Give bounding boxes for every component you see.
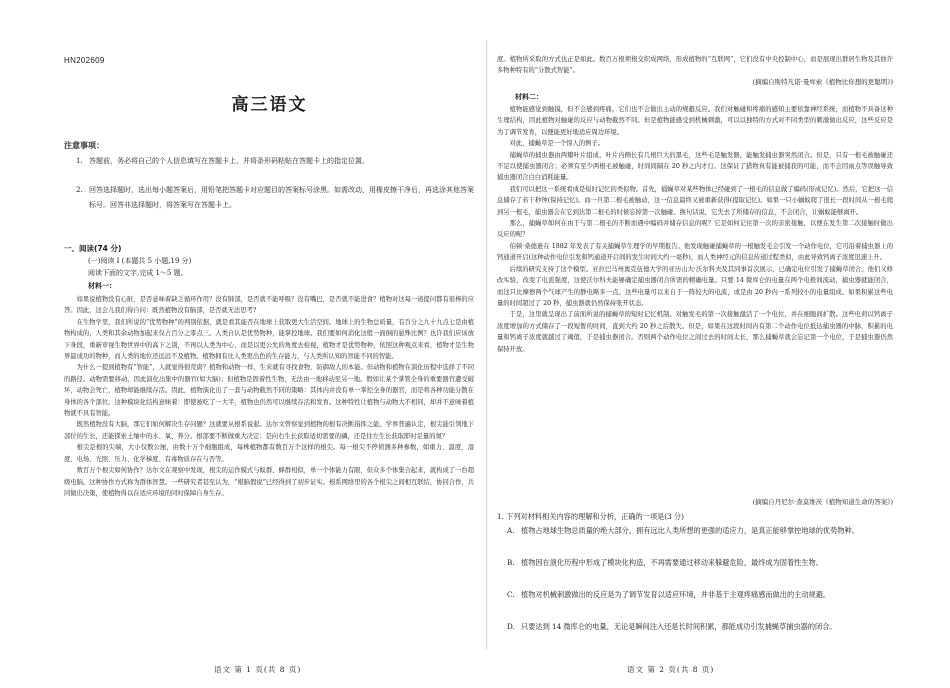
material-one-heading: 材料一： — [88, 282, 116, 290]
notice-item-text: 回答选择题时，选出每小题答案后，用铅笔把答题卡对应题目的答案标号涂黑。如需改动，用橡皮擦干净后，再选涂其他答案标号。回答非选择题时，将答案写在答题卡上。 — [89, 186, 474, 209]
page-divider — [486, 40, 487, 650]
page-footer: 语文 第 2 页(共 8 页) — [627, 665, 715, 674]
page-footer: 语文 第 1 页(共 8 页) — [214, 665, 302, 674]
material-two-heading: 材料二： — [515, 93, 543, 101]
paragraph: 既然植物没有大脑，那它们如何解决生存问题？这就要从根系说起。达尔文曾察觉到植物的根有决断指挥之能。学界普遍认定，根尖能引领地下部位的生长，还能探索土壤中的水、氧、养分。根部要不断做重大决定：是向右生长获取适切需要的磷，还是往左生长获取即时足量的氮？ — [64, 421, 474, 440]
option-label: B. — [507, 558, 515, 567]
option-text: 植物因在演化历程中形成了模块化构造，不再需要通过移动来躲避危险，最终成为固着性生物。 — [521, 558, 823, 567]
option-text: 植物占地球生物总质量的绝大部分，拥有远比人类所想的更强的适应力，是真正能够掌控地球的优势物种。 — [521, 526, 859, 535]
paragraph: 我们可以把这一系统看成是短时记忆的类似物。首先，捕蝇草对某些物体已经碰到了一根毛的信息做了编码(形成记忆)。然后，它把这一信息储存了若干秒钟(保持记忆)。而一旦第二根毛被触动，这一信息最终又被重新获得(提取记忆)。如果一只小蜗蚁爬了很长一段时间从一根毛爬到另一根毛，捕虫器会在它到达第二根毛的时候忘掉第一次触碰。换句话说，它失去了所储存的信息，不会闭合，让蜗蚁能够离开。 — [497, 185, 893, 216]
page-one — [64, 0, 475, 688]
notice-heading: 注意事项： — [64, 141, 104, 150]
option-text: 只要达到 14 微库仑的电量，无论是瞬间注入还是长时间积累，都能成功引发捕蝇草捕虫器的闭合。 — [521, 622, 837, 631]
section-instruction: 阅读下面的文字,完成 1～5 题。 — [88, 269, 188, 277]
option-label: C. — [507, 590, 515, 599]
section-heading: 一、阅读(74 分) — [64, 244, 122, 253]
paragraph: 度。植物所采取的方式也正是如此。数百万根须根交织成网络，形成植物的“互联网”，它们没有中央控制中心，而是展现出群居生物及其他许多物种特有的“分散式智能”。 — [497, 56, 893, 75]
answer-option-b[interactable] — [507, 556, 893, 571]
paragraph: 后续的研究支持了这个模型。亚拉巴马州奥克伍德大学的亚历山大·沃尔科夫及其同事首次展示，已确定电位引发了捕蝇草闭合。他们又修改实验，改变了电流强度，这使沃尔科夫能够确定捕虫器闭合所需的精确电量。只要 14 微库仑的电量在两个电极间流动，捕虫器就能闭合，而这只比摩擦两个气球产生的静电略多一点。这些电量可以来自于一阵较大的电流，或是由 20 秒内一系列较小的电量组成。如果积累这些电量的时间超过了 20 秒，捕虫器就仍然保持张开状态。 — [497, 265, 893, 307]
notice-item — [76, 183, 474, 213]
option-label: D. — [507, 622, 515, 631]
paragraph: 数百万个根尖如何协作？达尔文在观察中发现，根尖的运作模式与蚁群、蜂群相似，单一个体能力有限，但众多个体集合起来，就构成了一台超级电脑。这种协作方式称为群体智慧。一些研究者甚至认为，“根脑假说”已经得到了初步证实。根系网络里的各个根尖之间相互联结，协同合作，共同做出决策，使植物得以在适应环境的同时保障自身生存。 — [64, 467, 474, 497]
notice-item-number: 1. — [76, 157, 83, 165]
option-text: 植物对机械刺激做出的反应是为了调节发育以适应环境，并非基于主观疼痛感而做出的主动规避。 — [521, 590, 831, 599]
answer-option-d[interactable] — [507, 620, 893, 635]
paragraph: 在生物学里，我们所说的“优势物种”的判别依据，就是看其能否在地球上获取更大生活空间。地球上的生物总质量，有百分之九十九点七是由植物构成的，人类和其余动物加起来仅占百分之零点三。人类自认是优势物种，能掌控地球。我们要如何消化这般一面倒的悬殊比例？也许我们应该放下身段，重新审视生物世界中的高下之别，不再以人类为中心，而是以更公允的角度去检视，植物才是优势物种，依照这种观点来看，植物才是生物界最成功的物种，而人类的地位还远远不及植物。植物拥有比人类更出色的生存能力，与人类所认知的智能不同的智能。 — [64, 318, 474, 361]
page-two — [497, 0, 893, 688]
question-stem: 1. 下列对材料相关内容的理解和分析，正确的一项是(3 分) — [497, 512, 684, 521]
answer-option-a[interactable] — [507, 524, 893, 539]
paragraph: 根尖是根的尖端，大小仅数公厘，由数十万个细胞组成，每株植物都有数百万个这样的根尖。每一根尖不停侦测多种参数，如重力、温度、湿度、电场、光照、压力、化学梯度、有毒物质存在与否等。 — [64, 444, 474, 463]
continued-text — [497, 54, 893, 77]
paragraph: 如果说植物没有心脏，是否意味着缺乏循环作用？没有肺部，是否就不能呼吸？没有嘴巴，是否就不能进食？植物对这每一道提问都有很棒的应答。因此，这会儿我们得自问：既然植物没有脑部，是否就无法思考? — [64, 296, 474, 315]
paragraph: 为什么一提到植物有“智能”，人就觉得很荒唐？植物和动物一样，生来就有寻找食物、防御敌人的本能。但动物和植物在演化历程中选择了不同的路径。动物需要移动，因此演化出集中的器官(如大脑)；但植物是固着性生物，无法由一地移动至另一地。假如让某个掌管全身的重要器官遭受破坏，动物会死亡，植物却能继续存活。因此，植物演化出了一套与动物截然不同的策略：其体内并没有单一掌控全身的器官，而是将各种功能分散在身体的各个部位。这种模块化结构意味着：即使被吃了一大半，植物也仍然可以继续存活和发育。这种特性让植物与动物大不相同，却并不意味着植物就不具有智能。 — [64, 364, 474, 418]
page-title: 高三语文 — [231, 95, 308, 115]
source-citation: (摘编自斯特凡诺·曼库索《植物比你想的更聪明》) — [752, 78, 893, 86]
notice-item-number: 2. — [76, 186, 83, 194]
paragraph: 捕蝇草的捕虫器由两瓣叶片组成，叶片内侧长有几根巨大的黑毛，这些毛是触发器，能触发捕虫器突然闭合。但是，只有一根毛被触碰还不足以使捕虫器闭合；必须有至少两根毛被触碰，时间间隔在 20 秒之内才行。这保证了猎物真有能被捕获的可能，而不会因雨点等误触导致捕虫器闭合白白消耗能量。 — [497, 151, 893, 182]
section-subheading: (一)阅读 I (本题共 5 小题,19 分) — [88, 257, 192, 265]
answer-option-c[interactable] — [507, 588, 893, 603]
option-label: A. — [507, 526, 515, 535]
notice-item-text: 答题前，务必将自己的个人信息填写在答题卡上，并将条形码粘贴在答题卡上的指定位置。 — [89, 157, 369, 165]
exam-code: HN202609 — [64, 56, 105, 65]
paragraph: 伯顿·桑德逊在 1882 年发表了有关捕蝇草生理学的早期报告。他发现触碰捕蝇草的一根触发毛会引发一个动作电位，它可沿着捕虫器上的钙通道开启(这种动作电位引发和钙通道开启间的发生时间大约一毫秒)，而人类神经元的信息传递过程类似，由此导致钙离子浓度迅速上升。 — [497, 242, 893, 262]
material-one-text — [64, 294, 474, 650]
paragraph: 植物能感觉到触摸，但不会感到疼痛。它们也不会做出主动的规避反应。我们对触碰和疼痛的感知主要依靠神经系统，而植物不具备这种生理结构，因此植物对触碰的反应与动物截然不同。但是植物能感受到机械刺激，可以以独特的方式对不同类型的刺激做出反应，这些反应是为了调节发育，以便能更好地适应周边环境。 — [497, 106, 893, 136]
paragraph: 那么，捕蝇草如何在由于与第二根毛的不断而遇中编码并储存信息的呢？它是如何记住第一次的亲密接触，以便在发生第二次接触时做出反应的呢？ — [497, 220, 893, 239]
source-citation: (摘编自丹尼尔·查莫维茨《植物知道生命的答案》) — [752, 498, 893, 506]
material-two-text — [497, 104, 893, 496]
paragraph: 对此，捕蝇草是一个惊人的例子。 — [509, 140, 605, 148]
notice-item — [76, 154, 474, 169]
paragraph: 于是，这里就呈现出了前面所说的捕蝇草的短时记忆机制。对触发毛的第一次接触激活了一个电位，并在细胞间扩散。这些电荷以钙离子浓度增加的方式储存了一段短暂的时间，直到大约 20 秒之后散失。但是，如果在这段时间内有第二个动作电位抵达捕虫器的中脉，积累的电量和钙离子浓度就越过了阈值，于是捕虫器闭合。否则两个动作电位之间过去的时间太长，那么捕蝇草就会忘记第一个电位，于是捕虫器仍然保持开放。 — [497, 311, 893, 353]
